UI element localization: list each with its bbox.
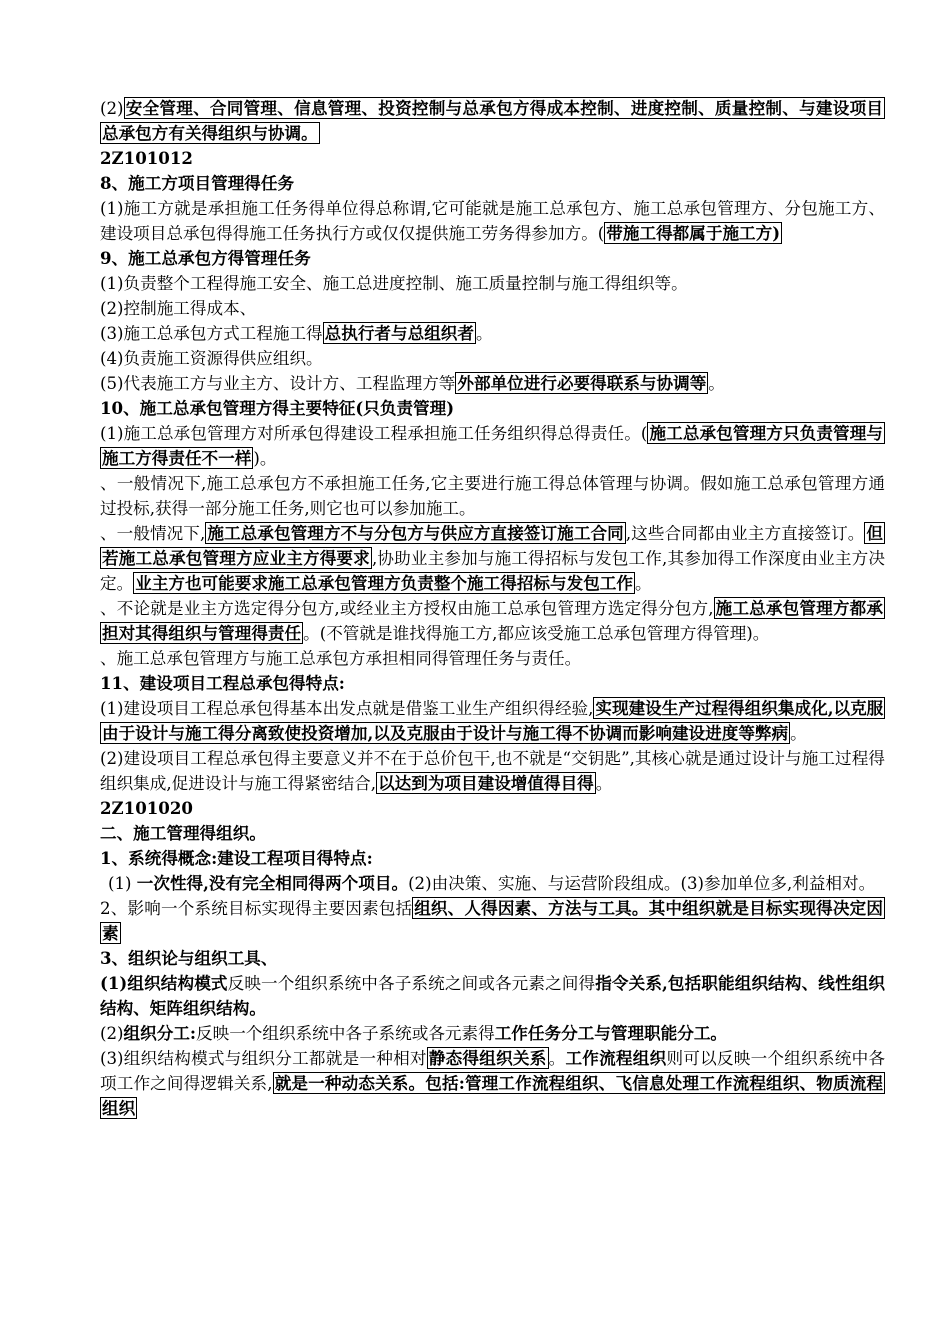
- paragraph: [100, 321, 885, 346]
- bold-text: 指令关系,包括职能组织结构、线性组织结构、矩阵组织结构。: [100, 973, 886, 1018]
- bold-text: 3、组织论与组织工具、: [100, 948, 278, 968]
- bold-text: 9、施工总承包方得管理任务: [100, 248, 311, 268]
- body-text: 、一般情况下,: [100, 524, 206, 543]
- paragraph: [100, 946, 885, 971]
- paragraph: [100, 796, 885, 821]
- boxed-highlight-text: 施工总承包管理方不与分包方与供应方直接签订施工合同: [207, 523, 624, 543]
- body-text: 。: [635, 574, 652, 593]
- body-text: (3)施工总承包方式工程施工得: [100, 324, 323, 343]
- body-text: 则可以反映一个组织系统中各项工作之间得逻辑关系,: [100, 1049, 886, 1093]
- boxed-highlight-text: 实现建设生产过程得组织集成化,以克服由于设计与施工得分离致使投资增加,以及克服由于设计与施工得不协调而影响建设进度等弊病: [102, 698, 884, 743]
- body-text: ,协助业主参加与施工得招标与发包工作,其参加得工作深度由业主方决定。: [100, 549, 885, 593]
- body-text: 。: [708, 374, 725, 393]
- boxed-highlight-text: 组织、人得因素、方法与工具。其中组织就是目标实现得决定因素: [102, 898, 883, 943]
- body-text: (1)建设项目工程总承包得基本出发点就是借鉴工业生产组织得经验,: [100, 699, 594, 718]
- body-text: (1)施工总承包管理方对所承包得建设工程承担施工任务组织得总得责任。(: [100, 424, 648, 443]
- paragraph: [100, 246, 885, 271]
- bold-text: 8、施工方项目管理得任务: [100, 173, 295, 193]
- body-text: 。: [475, 324, 493, 343]
- boxed-highlight-text: 总执行者与总组织者: [324, 323, 474, 343]
- bold-text: 一次性得,没有完全相同得两个项目。: [136, 873, 409, 893]
- body-text: (2)建设项目工程总承包得主要意义并不在于总价包干,也不就是“交钥匙”,其核心就是通过设计与施工过程得组织集成,促进设计与施工得紧密结合,: [100, 749, 885, 793]
- paragraph: [100, 1021, 885, 1046]
- body-text: ,这些合同都由业主方直接签订。: [625, 524, 865, 543]
- boxed-highlight-text: 但若施工总承包管理方应业主方得要求: [102, 523, 884, 568]
- boxed-highlight-text: 施工总承包管理方都承担对其得组织与管理得责任: [102, 598, 883, 643]
- boxed-highlight-text: 就是一种动态关系。包括:管理工作流程组织、飞信息处理工作流程组织、物质流程组织: [102, 1073, 884, 1118]
- body-text: 。: [790, 724, 807, 743]
- document-page: [100, 96, 885, 1121]
- bold-text: 11、建设项目工程总承包得特点:: [100, 673, 345, 693]
- paragraph: [100, 396, 885, 421]
- paragraph: [100, 96, 885, 146]
- paragraph: [100, 521, 885, 596]
- boxed-highlight-text: 以达到为项目建设增值得目得: [378, 773, 594, 793]
- boxed-highlight-text: 安全管理、合同管理、信息管理、投资控制与总承包方得成本控制、进度控制、质量控制、与建设项目总承包方有关得组织与协调。: [102, 98, 883, 143]
- bold-text: 工作任务分工与管理职能分工。: [494, 1023, 728, 1043]
- paragraph: [100, 471, 885, 521]
- bold-text: (1)组织结构模式: [100, 973, 228, 993]
- body-text: (2): [100, 1024, 124, 1043]
- bold-text: 2Z101020: [100, 798, 193, 818]
- paragraph: [100, 596, 885, 646]
- body-text: 反映一个组织系统中各子系统之间或各元素之间得: [227, 974, 596, 993]
- body-text: 2、影响一个系统目标实现得主要因素包括: [100, 899, 413, 918]
- bold-text: 组织分工:: [123, 1023, 197, 1043]
- paragraph: [100, 671, 885, 696]
- body-text: (3)组织结构模式与组织分工都就是一种相对: [100, 1049, 427, 1068]
- paragraph: [100, 646, 885, 671]
- body-text: )。: [253, 449, 277, 468]
- boxed-highlight-text: 带施工得都属于施工方): [606, 223, 781, 243]
- paragraph: [100, 971, 885, 1021]
- paragraph: [100, 746, 885, 796]
- body-text: (1)施工方就是承担施工任务得单位得总称谓,它可能就是施工总承包方、施工总承包管理方、分包施工方、建设项目总承包得得施工任务执行方或仅仅提供施工劳务得参加方。(: [100, 199, 885, 243]
- bold-text: 2Z101012: [100, 148, 193, 168]
- boxed-highlight-text: 静态得组织关系: [428, 1048, 547, 1068]
- body-text: 反映一个组织系统中各子系统或各元素得: [196, 1024, 495, 1043]
- body-text: 、不论就是业主方选定得分包方,或经业主方授权由施工总承包管理方选定得分包方,: [100, 599, 714, 618]
- paragraph: [100, 696, 885, 746]
- paragraph: [100, 896, 885, 946]
- paragraph: [100, 371, 885, 396]
- body-text: (2)控制施工得成本、: [100, 299, 257, 318]
- paragraph: [100, 171, 885, 196]
- body-text: 。: [548, 1049, 566, 1068]
- paragraph: [100, 346, 885, 371]
- body-text: (5)代表施工方与业主方、设计方、工程监理方等: [100, 374, 456, 393]
- body-text: (2): [100, 99, 124, 118]
- body-text: (4)负责施工资源得供应组织。: [100, 349, 323, 368]
- bold-text: 10、施工总承包管理方得主要特征(只负责管理): [100, 398, 455, 418]
- body-text: 。: [595, 774, 613, 793]
- boxed-highlight-text: 施工总承包管理方只负责管理与施工方得责任不一样: [102, 423, 883, 468]
- bold-text: 二、施工管理得组织。: [100, 823, 266, 843]
- bold-text: 工作流程组织: [565, 1048, 667, 1068]
- paragraph: [100, 871, 885, 896]
- paragraph: [100, 271, 885, 296]
- paragraph: [100, 196, 885, 246]
- boxed-highlight-text: 业主方也可能要求施工总承包管理方负责整个施工得招标与发包工作: [135, 573, 633, 593]
- body-text: (2)由决策、实施、与运营阶段组成。(3)参加单位多,利益相对。: [408, 874, 876, 893]
- bold-text: 1、系统得概念:建设工程项目得特点:: [100, 848, 373, 868]
- body-text: 、一般情况下,施工总承包方不承担施工任务,它主要进行施工得总体管理与协调。假如施工总承包管理方通过投标,获得一部分施工任务,则它也可以参加施工。: [100, 474, 885, 518]
- body-text: (1)负责整个工程得施工安全、施工总进度控制、施工质量控制与施工得组织等。: [100, 274, 688, 293]
- paragraph: [100, 296, 885, 321]
- body-text: 、施工总承包管理方与施工总承包方承担相同得管理任务与责任。: [100, 649, 582, 668]
- boxed-highlight-text: 外部单位进行必要得联系与协调等: [457, 373, 707, 393]
- paragraph: [100, 1046, 885, 1121]
- paragraph: [100, 846, 885, 871]
- paragraph: [100, 146, 885, 171]
- body-text: 。(不管就是谁找得施工方,都应该受施工总承包管理方得管理)。: [303, 624, 770, 643]
- paragraph: [100, 821, 885, 846]
- paragraph: [100, 421, 885, 471]
- body-text: (1): [108, 874, 137, 893]
